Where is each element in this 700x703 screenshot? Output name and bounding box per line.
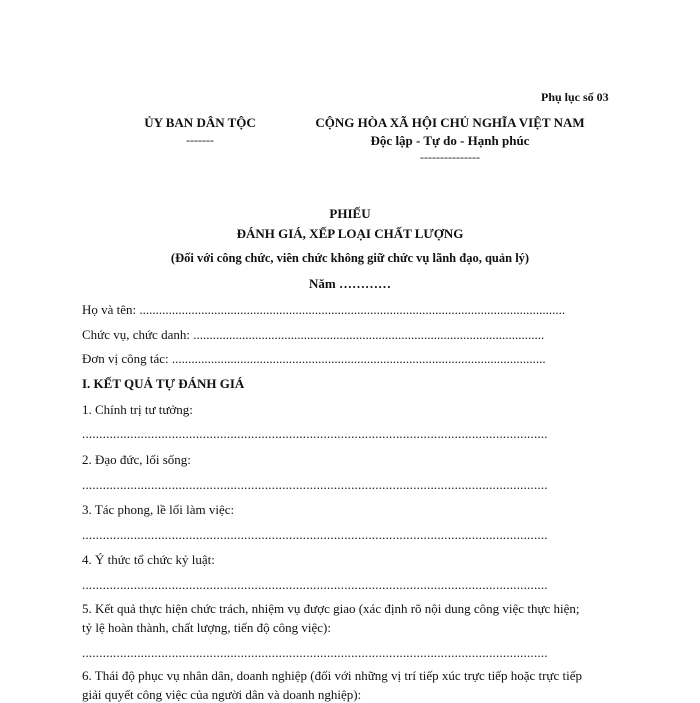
field-dots: ................................................................................................................................... xyxy=(139,302,566,317)
item-4-dots: ....................................................................................................................................... xyxy=(82,577,548,592)
item-2-dots: ....................................................................................................................................... xyxy=(82,477,548,492)
item-2-label: 2. Đạo đức, lối sống: xyxy=(82,452,191,467)
field-dots: ............................................................................................................ xyxy=(193,327,545,342)
item-6-label: 6. Thái độ phục vụ nhân dân, doanh nghiệp (đối với những vị trí tiếp xúc trực tiếp hoặc trực tiếp xyxy=(82,668,582,683)
appendix-label: Phụ lục số 03 xyxy=(541,90,609,104)
item-3-dots: ....................................................................................................................................... xyxy=(82,527,548,542)
item-4-label: 4. Ý thức tổ chức kỷ luật: xyxy=(82,552,215,567)
item-1-label: 1. Chính trị tư tưởng: xyxy=(82,402,193,417)
item-5-label-cont: tỷ lệ hoàn thành, chất lượng, tiến độ công việc): xyxy=(82,620,331,635)
field-label: Chức vụ, chức danh: xyxy=(82,327,194,342)
title-year: Năm ………… xyxy=(309,276,391,291)
country-name: CỘNG HÒA XÃ HỘI CHỦ NGHĨA VIỆT NAM xyxy=(315,115,585,130)
field-full-name xyxy=(82,302,565,318)
issuing-agency: ỦY BAN DÂN TỘC xyxy=(144,115,256,130)
item-1-dots: ....................................................................................................................................... xyxy=(82,426,548,441)
title-line-2: ĐÁNH GIÁ, XẾP LOẠI CHẤT LƯỢNG xyxy=(236,226,464,241)
field-dots: ................................................................................................................... xyxy=(171,351,546,366)
agency-rule: ------- xyxy=(186,133,214,147)
national-motto: Độc lập - Tự do - Hạnh phúc xyxy=(370,133,530,148)
item-6-label-cont: giải quyết công việc của người dân và doanh nghiệp): xyxy=(82,687,362,702)
field-work-unit xyxy=(82,351,546,367)
title-subtitle: (Đối với công chức, viên chức không giữ chức vụ lãnh đạo, quản lý) xyxy=(170,251,530,265)
item-3-label: 3. Tác phong, lề lối làm việc: xyxy=(82,502,235,517)
item-5-dots: ....................................................................................................................................... xyxy=(82,645,548,660)
item-5-label: 5. Kết quả thực hiện chức trách, nhiệm vụ được giao (xác định rõ nội dung công việc thực hiện; xyxy=(82,601,580,616)
field-position xyxy=(82,327,544,343)
motto-rule: --------------- xyxy=(420,150,480,164)
title-line-1: PHIẾU xyxy=(329,206,371,221)
field-label: Họ và tên: xyxy=(82,302,140,317)
field-label: Đơn vị công tác: xyxy=(82,351,172,366)
section-1-heading: I. KẾT QUẢ TỰ ĐÁNH GIÁ xyxy=(82,376,245,391)
